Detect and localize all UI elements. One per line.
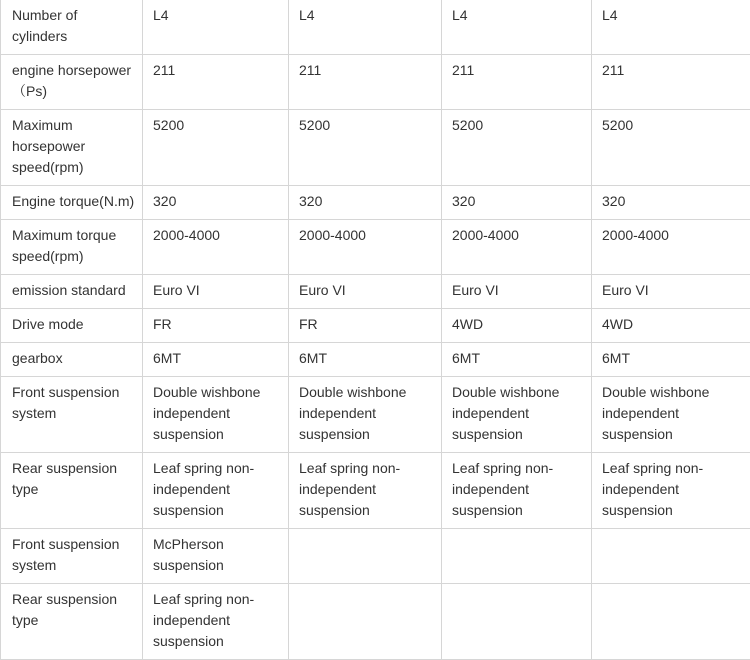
spec-value-empty [289, 529, 442, 584]
spec-label: Rear suspension type [1, 453, 143, 529]
spec-row-rear-suspension-type [1, 453, 750, 529]
spec-value: 5200 [442, 110, 592, 186]
spec-value: Double wishbone independent suspension [143, 377, 289, 453]
spec-row-max-horsepower-speed [1, 110, 750, 186]
spec-label: Number of cylinders [1, 0, 143, 55]
spec-value: Euro VI [289, 275, 442, 309]
spec-row-max-torque-speed [1, 220, 750, 275]
spec-label: gearbox [1, 343, 143, 377]
spec-value: 6MT [289, 343, 442, 377]
spec-value: Leaf spring non-independent suspension [143, 584, 289, 660]
spec-value: Euro VI [592, 275, 750, 309]
spec-value-empty [442, 584, 592, 660]
spec-value: 2000-4000 [289, 220, 442, 275]
spec-value: 211 [442, 55, 592, 110]
spec-value-empty [442, 529, 592, 584]
spec-value: 5200 [289, 110, 442, 186]
spec-row-drive-mode [1, 309, 750, 343]
spec-value: L4 [442, 0, 592, 55]
spec-label: Maximum torque speed(rpm) [1, 220, 143, 275]
spec-value: Double wishbone independent suspension [442, 377, 592, 453]
spec-value: L4 [289, 0, 442, 55]
spec-value: Double wishbone independent suspension [592, 377, 750, 453]
spec-value: FR [143, 309, 289, 343]
spec-row-front-suspension-system [1, 377, 750, 453]
spec-label: engine horsepower（Ps) [1, 55, 143, 110]
spec-value: McPherson suspension [143, 529, 289, 584]
spec-value: 320 [289, 186, 442, 220]
spec-value: 2000-4000 [442, 220, 592, 275]
spec-value: L4 [592, 0, 750, 55]
spec-value-empty [592, 529, 750, 584]
spec-value: 320 [442, 186, 592, 220]
spec-value: 6MT [442, 343, 592, 377]
spec-label: Drive mode [1, 309, 143, 343]
spec-label: emission standard [1, 275, 143, 309]
spec-value: 2000-4000 [143, 220, 289, 275]
spec-row-engine-torque [1, 186, 750, 220]
spec-value: Leaf spring non-independent suspension [442, 453, 592, 529]
spec-row-front-suspension-system-alt [1, 529, 750, 584]
spec-value: 2000-4000 [592, 220, 750, 275]
spec-value: 4WD [442, 309, 592, 343]
spec-value: 211 [592, 55, 750, 110]
spec-table-body [1, 0, 750, 660]
spec-label: Maximum horsepower speed(rpm) [1, 110, 143, 186]
spec-value: 320 [592, 186, 750, 220]
spec-row-gearbox [1, 343, 750, 377]
spec-value: Leaf spring non-independent suspension [289, 453, 442, 529]
spec-value: 6MT [592, 343, 750, 377]
spec-value: 5200 [143, 110, 289, 186]
spec-row-rear-suspension-type-alt [1, 584, 750, 660]
spec-value-empty [289, 584, 442, 660]
spec-row-engine-horsepower [1, 55, 750, 110]
spec-label: Rear suspension type [1, 584, 143, 660]
spec-value: 211 [143, 55, 289, 110]
spec-label: Front suspension system [1, 377, 143, 453]
spec-value: Euro VI [143, 275, 289, 309]
spec-value-empty [592, 584, 750, 660]
spec-value: 4WD [592, 309, 750, 343]
spec-value: L4 [143, 0, 289, 55]
spec-row-emission-standard [1, 275, 750, 309]
spec-value: 211 [289, 55, 442, 110]
spec-value: 320 [143, 186, 289, 220]
spec-value: Leaf spring non-independent suspension [592, 453, 750, 529]
spec-value: FR [289, 309, 442, 343]
spec-row-number-of-cylinders [1, 0, 750, 55]
spec-value: Double wishbone independent suspension [289, 377, 442, 453]
spec-value: 5200 [592, 110, 750, 186]
spec-label: Front suspension system [1, 529, 143, 584]
spec-value: Euro VI [442, 275, 592, 309]
spec-label: Engine torque(N.m) [1, 186, 143, 220]
spec-value: 6MT [143, 343, 289, 377]
spec-value: Leaf spring non-independent suspension [143, 453, 289, 529]
